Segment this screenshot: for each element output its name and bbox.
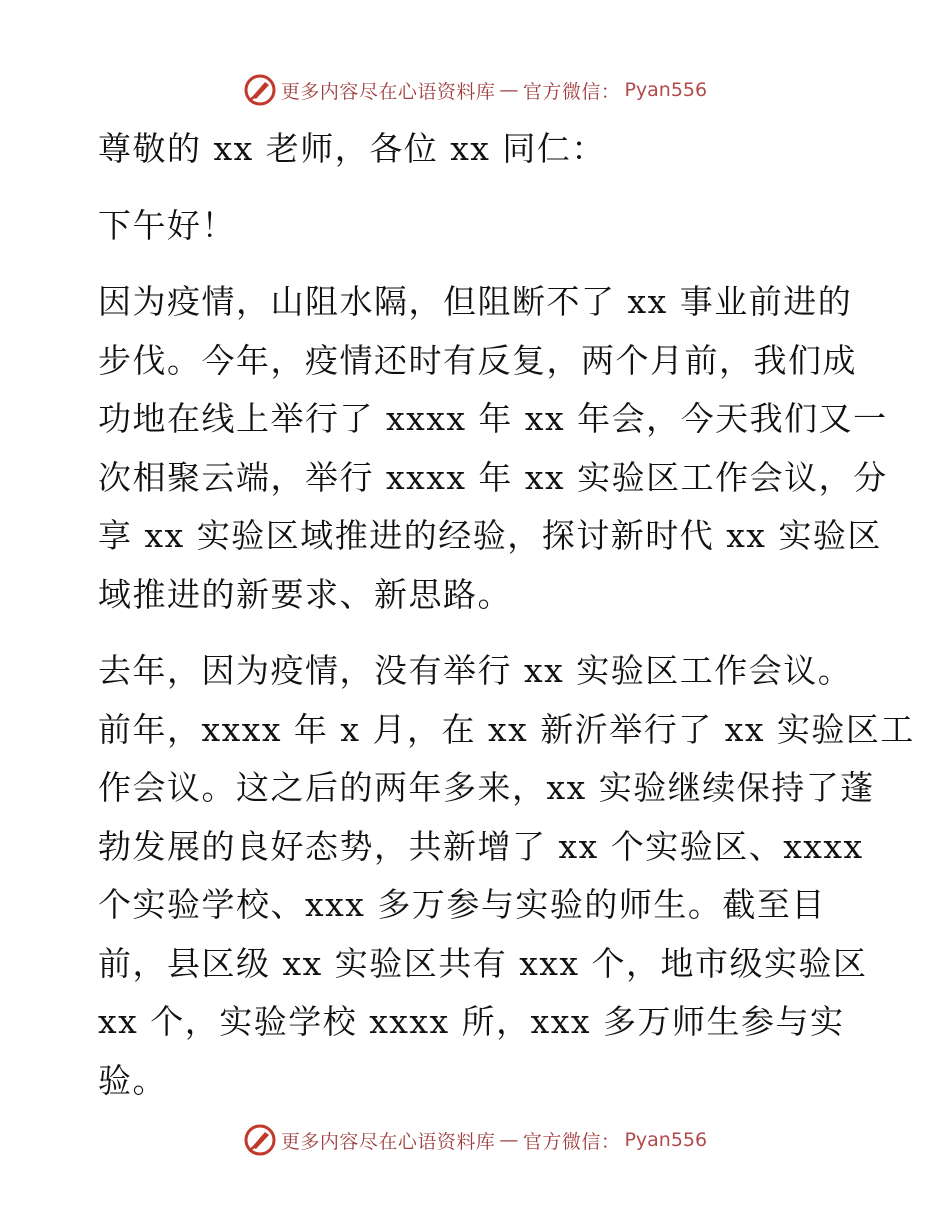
header-banner	[0, 70, 950, 110]
paragraph-line: 前，县区级 xx 实验区共有 xxx 个，地市级实验区	[98, 943, 868, 983]
banner-dash: —	[499, 1129, 519, 1151]
banner-wechat-id: Pyan556	[624, 1129, 708, 1151]
banner-wechat-label: 官方微信：	[522, 80, 621, 103]
banner-wechat-label: 官方微信：	[522, 1130, 621, 1153]
paragraph-line: 享 xx 实验区域推进的经验，探讨新时代 xx 实验区	[98, 516, 882, 555]
greeting-line: 尊敬的 xx 老师，各位 xx 同仁：	[98, 129, 606, 168]
paragraph-1	[98, 273, 888, 624]
paragraph-line: 功地在线上举行了 xxxx 年 xx 年会，今天我们又一	[98, 399, 888, 438]
quill-logo-icon	[243, 1123, 277, 1157]
paragraph-line: 勃发展的良好态势，共新增了 xx 个实验区、xxxx	[98, 826, 864, 866]
quill-logo-icon	[243, 73, 277, 107]
paragraph-line: 因为疫情，山阻水隔，但阻断不了 xx 事业前进的	[98, 282, 853, 321]
document-body	[98, 120, 915, 1110]
banner-wechat-id: Pyan556	[624, 79, 708, 101]
paragraph-line: 步伐。今年，疫情还时有反复，两个月前，我们成	[98, 340, 857, 380]
banner-title: 更多内容尽在心语资料库	[280, 1130, 496, 1153]
salutation-line: 下午好！	[98, 205, 236, 245]
paragraph-line: xx 个，实验学校 xxxx 所，xxx 多万师生参与实	[98, 1002, 845, 1041]
banner-dash: —	[499, 79, 519, 101]
paragraph-gap	[98, 179, 858, 197]
paragraph-gap	[98, 624, 858, 642]
banner-title: 更多内容尽在心语资料库	[280, 80, 496, 103]
paragraph-line: 去年，因为疫情，没有举行 xx 实验区工作会议。	[98, 651, 853, 690]
paragraph-gap	[98, 255, 858, 273]
paragraph-line: 次相聚云端，举行 xxxx 年 xx 实验区工作会议，分	[98, 457, 888, 497]
paragraph-2	[98, 642, 915, 1110]
paragraph-line: 验。	[98, 1060, 167, 1100]
footer-banner	[0, 1120, 950, 1160]
paragraph-line: 个实验学校、xxx 多万参与实验的师生。截至目	[98, 885, 826, 924]
paragraph-line: 域推进的新要求、新思路。	[98, 574, 512, 614]
paragraph-line: 作会议。这之后的两年多来，xx 实验继续保持了蓬	[98, 768, 875, 807]
paragraph-line: 前年，xxxx 年 x 月，在 xx 新沂举行了 xx 实验区工	[98, 709, 915, 749]
